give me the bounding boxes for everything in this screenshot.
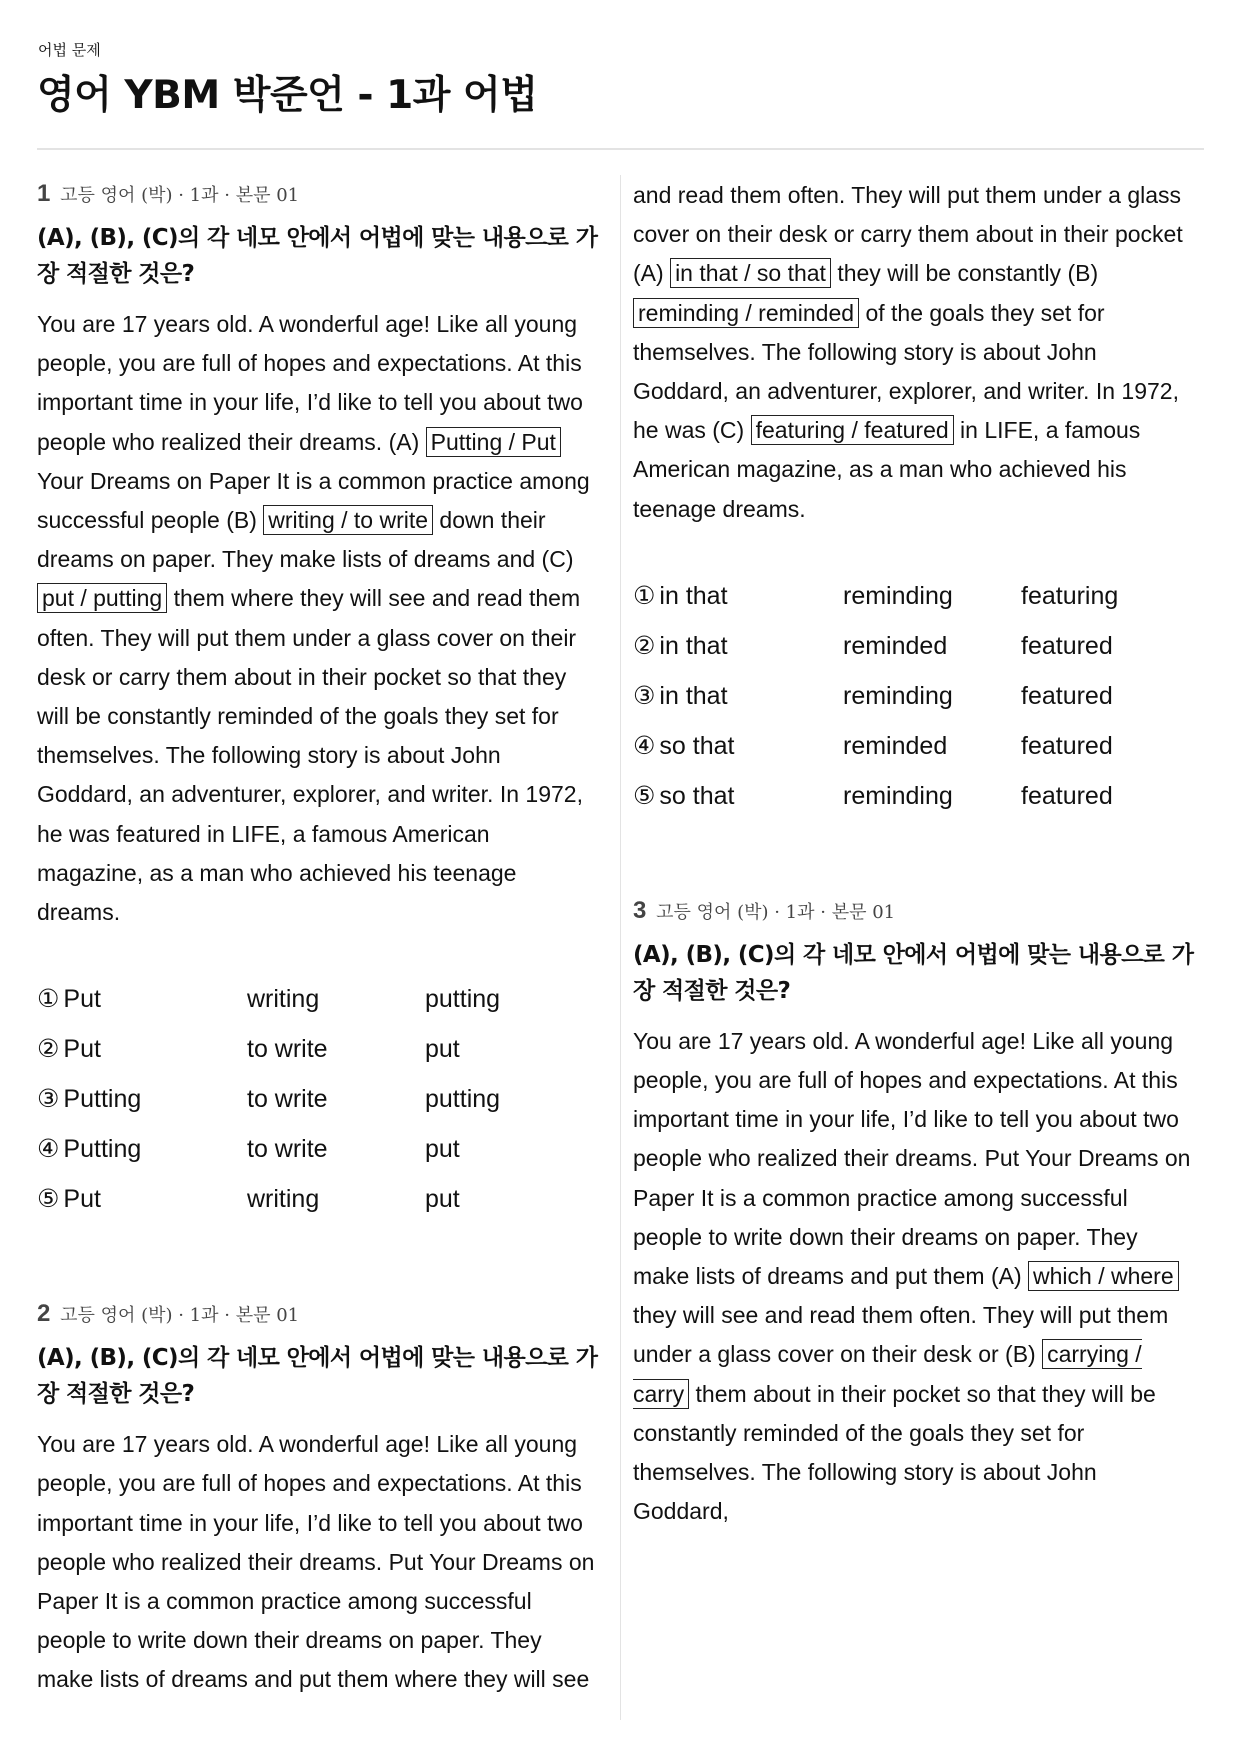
passage-text: down their dreams on paper. They make lists of dreams and (C) [37,507,574,573]
choice-a: Put [63,1185,101,1214]
passage-text: in LIFE, a famous American magazine, as a man who achieved his teenage dreams. [633,417,1141,522]
choice-c: putting [425,1085,501,1114]
choice-a: in that [659,581,728,610]
answer-choices [633,571,1198,821]
choice-mark: ① [37,985,60,1014]
answer-choice[interactable] [37,1174,602,1224]
question-number: 2 [37,1300,51,1328]
choice-mark: ⑤ [37,1185,60,1214]
passage-text: You are 17 years old. A wonderful age! Like all young people, you are full of hopes and expectations. At this important time in your life, I’d like to tell you about two people who realized their dreams. (A) [37,311,583,455]
choice-b: writing [247,1185,320,1214]
answer-choice[interactable] [633,621,1198,671]
column-divider [620,175,621,1720]
blank-box-a: in that / so that [670,258,831,288]
choice-b: reminded [843,731,948,760]
blank-box-b: carrying / carry [633,1341,1142,1407]
choice-c: featured [1021,681,1113,710]
answer-choice[interactable] [37,974,602,1024]
blank-box-b: reminding / reminded [633,298,859,328]
choice-mark: ③ [633,681,656,710]
answer-choice[interactable] [633,671,1198,721]
choice-c: putting [425,985,501,1014]
choice-b: reminding [843,581,953,610]
passage-text: of the goals they set for themselves. The following story is about John Goddard, an adventurer, explorer, and writer. In 1972, he was (C) [633,299,1179,444]
question-header [633,895,1198,927]
question-passage [37,305,602,932]
question-prompt: (A), (B), (C)의 각 네모 안에서 어법에 맞는 내용으로 가장 적절한 것은? [37,225,598,287]
question-2-continued [633,176,1198,821]
question-number: 3 [633,896,647,924]
blank-box-a: which / where [1028,1261,1179,1291]
choice-c: put [425,1185,460,1214]
choice-a: Put [63,1035,101,1064]
choice-c: featured [1021,631,1113,660]
choice-c: featuring [1021,581,1119,610]
question-header [37,1298,602,1330]
choice-mark: ② [633,631,656,660]
page-title: 영어 YBM 박준언 - 1과 어법 [37,73,538,118]
answer-choice[interactable] [37,1074,602,1124]
left-column [37,178,602,1700]
choice-b: reminding [843,781,953,810]
choice-a: Putting [63,1135,142,1164]
choice-c: put [425,1135,460,1164]
choice-c: featured [1021,781,1113,810]
question-prompt: (A), (B), (C)의 각 네모 안에서 어법에 맞는 내용으로 가장 적절한 것은? [633,941,1194,1004]
question-passage [633,1022,1198,1532]
answer-choice[interactable] [37,1024,602,1074]
answer-choices [37,974,602,1224]
blank-box-a: Putting / Put [426,427,561,457]
answer-choice[interactable] [633,571,1198,621]
choice-mark: ③ [37,1085,60,1114]
question-passage [633,176,1198,529]
choice-mark: ① [633,581,656,610]
passage-text: You are 17 years old. A wonderful age! Like all young people, you are full of hopes and expectations. At this important time in your life, I’d like to tell you about two people who realized their dreams. Put Your Dreams on Paper It is a common practice among successful people to write down their dreams on paper. They make lists of dreams and put them (A) [633,1027,1191,1290]
passage-text: Your Dreams on Paper It is a common practice among successful people (B) [37,467,590,534]
choice-a: Put [63,985,101,1014]
choice-b: to write [247,1085,328,1114]
passage-text: them where they will see and read them often. They will put them under a glass cover on their desk or carry them about in their pocket so that they will be constantly reminded of the goals they set for themselves. The following story is about John Goddard, an adventurer, explorer, and writer. In 1972, he was featured in LIFE, a famous American magazine, as a man who achieved his teenage dreams. [37,585,583,926]
choice-b: to write [247,1135,328,1164]
question-3 [633,895,1198,1532]
blank-box-c: put / putting [37,583,167,613]
question-source: 고등 영어 (박) · 1과 · 본문 01 [656,901,896,923]
right-column [633,178,1198,1531]
choice-mark: ⑤ [633,781,656,810]
blank-box-c: featuring / featured [751,415,954,445]
question-passage: You are 17 years old. A wonderful age! Like all young people, you are full of hopes and expectations. At this important time in your life, I’d like to tell you about two people who realized their dreams. Put Your Dreams on Paper It is a common practice among successful people to write down their dreams on paper. They make lists of dreams and put them where they will see [37,1431,595,1693]
choice-b: writing [247,985,320,1014]
question-2 [37,1298,602,1699]
choice-c: put [425,1035,460,1064]
question-prompt: (A), (B), (C)의 각 네모 안에서 어법에 맞는 내용으로 가장 적절한 것은? [37,1345,598,1408]
choice-a: Putting [63,1085,142,1114]
choice-a: in that [659,631,728,660]
choice-a: in that [659,681,728,710]
answer-choice[interactable] [633,721,1198,771]
question-source: 고등 영어 (박) · 1과 · 본문 01 [60,185,300,206]
answer-choice[interactable] [633,771,1198,821]
question-source: 고등 영어 (박) · 1과 · 본문 01 [60,1305,300,1327]
choice-b: reminding [843,681,953,710]
passage-text: and read them often. They will put them under a glass cover on their desk or carry them about in their pocket (A) [633,182,1183,287]
passage-text: they will see and read them often. They will put them under a glass cover on their desk or (B) [633,1302,1169,1368]
passage-text: them about in their pocket so that they will be constantly reminded of the goals they set for themselves. The following story is about John Goddard, [633,1380,1156,1525]
passage-text: they will be constantly (B) [830,260,1099,287]
header-divider [37,148,1204,150]
question-number: 1 [37,180,51,207]
choice-b: reminded [843,631,948,660]
question-header [37,178,602,210]
blank-box-b: writing / to write [263,505,433,535]
choice-mark: ④ [37,1135,60,1164]
answer-choice[interactable] [37,1124,602,1174]
choice-c: featured [1021,731,1113,760]
category-label: 어법 문제 [38,41,101,59]
choice-a: so that [659,731,735,760]
choice-mark: ② [37,1035,60,1064]
choice-mark: ④ [633,731,656,760]
choice-a: so that [659,781,735,810]
question-1 [37,178,602,1224]
choice-b: to write [247,1035,328,1064]
